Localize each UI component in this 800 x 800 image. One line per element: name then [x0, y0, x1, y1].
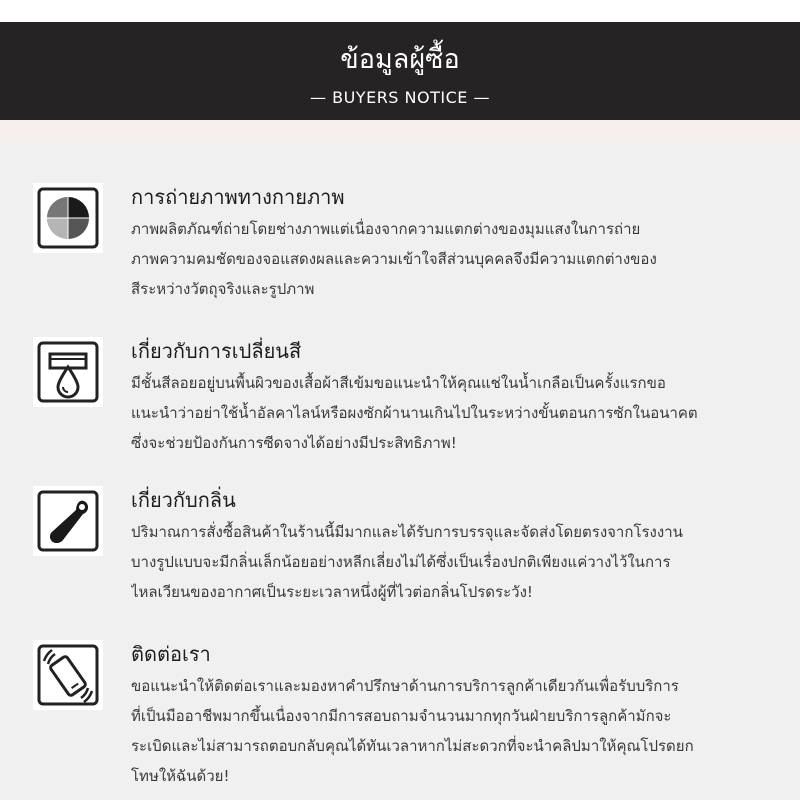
section-title: การถ่ายภาพทางกายภาพ [131, 185, 345, 209]
section-body [131, 517, 781, 607]
body-line: โทษให้ฉันด้วย! [131, 767, 230, 785]
body-line: ภาพผลิตภัณฑ์ถ่ายโดยช่างภาพแต่เนื่องจากความแตกต่างของมุมแสงในการถ่าย [131, 220, 641, 238]
pink-band [0, 120, 800, 142]
body-line: ที่เป็นมืออาชีพมากขึ้นเนื่องจากมีการสอบถามจำนวนมากทุกวันฝ่ายบริการลูกค้ามักจะ [131, 707, 672, 725]
body-line: สีระหว่างวัตถุจริงและรูปภาพ [131, 280, 315, 298]
color-wheel-icon [33, 183, 103, 253]
body-line: ภาพความคมชัดของจอแสดงผลและความเข้าใจสีส่วนบุคคลจึงมีความแตกต่างของ [131, 250, 657, 268]
phone-ringing-icon [33, 640, 103, 710]
body-line: ไหลเวียนของอากาศเป็นระยะเวลาหนึ่งผู้ที่ไวต่อกลิ่นโปรดระวัง! [131, 583, 533, 601]
header-bar [0, 22, 800, 120]
section-body [131, 214, 781, 304]
top-margin [0, 0, 800, 22]
section-body [131, 671, 781, 791]
page-subtitle: — BUYERS NOTICE — [310, 88, 490, 107]
body-line: บางรูปแบบจะมีกลิ่นเล็กน้อยอย่างหลีกเลี่ยงไม่ได้ซึ่งเป็นเรื่องปกติเพียงแค่วางไว้ในการ [131, 553, 671, 571]
section-body [131, 368, 781, 458]
section-title: เกี่ยวกับกลิ่น [131, 488, 236, 512]
body-line: แนะนำว่าอย่าใช้น้ำอัลคาไลน์หรือผงซักผ้านานเกินไปในระหว่างขั้นตอนการซักในอนาคต [131, 404, 698, 422]
body-line: ขอแนะนำให้ติดต่อเราและมองหาคำปรึกษาด้านการบริการลูกค้าเดียวกันเพื่อรับบริการ [131, 677, 679, 695]
smell-icon [33, 486, 103, 556]
section-title: เกี่ยวกับการเปลี่ยนสี [131, 339, 302, 363]
body-line: ระเบิดและไม่สามารถตอบกลับคุณได้ทันเวลาหากไม่สะดวกที่จะนำคลิปมาให้คุณโปรดยก [131, 737, 694, 755]
dye-drop-icon [33, 337, 103, 407]
page-title: ข้อมูลผู้ซื้อ [340, 44, 460, 75]
section-title: ติดต่อเรา [131, 642, 211, 666]
body-line: ซึ่งจะช่วยป้องกันการซีดจางได้อย่างมีประสิทธิภาพ! [131, 434, 457, 452]
body-line: มีชั้นสีลอยอยู่บนพื้นผิวของเสื้อผ้าสีเข้มขอแนะนำให้คุณแช่ในน้ำเกลือเป็นครั้งแรกขอ [131, 374, 666, 392]
body-line: ปริมาณการสั่งซื้อสินค้าในร้านนี้มีมากและได้รับการบรรจุและจัดส่งโดยตรงจากโรงงาน [131, 523, 683, 541]
